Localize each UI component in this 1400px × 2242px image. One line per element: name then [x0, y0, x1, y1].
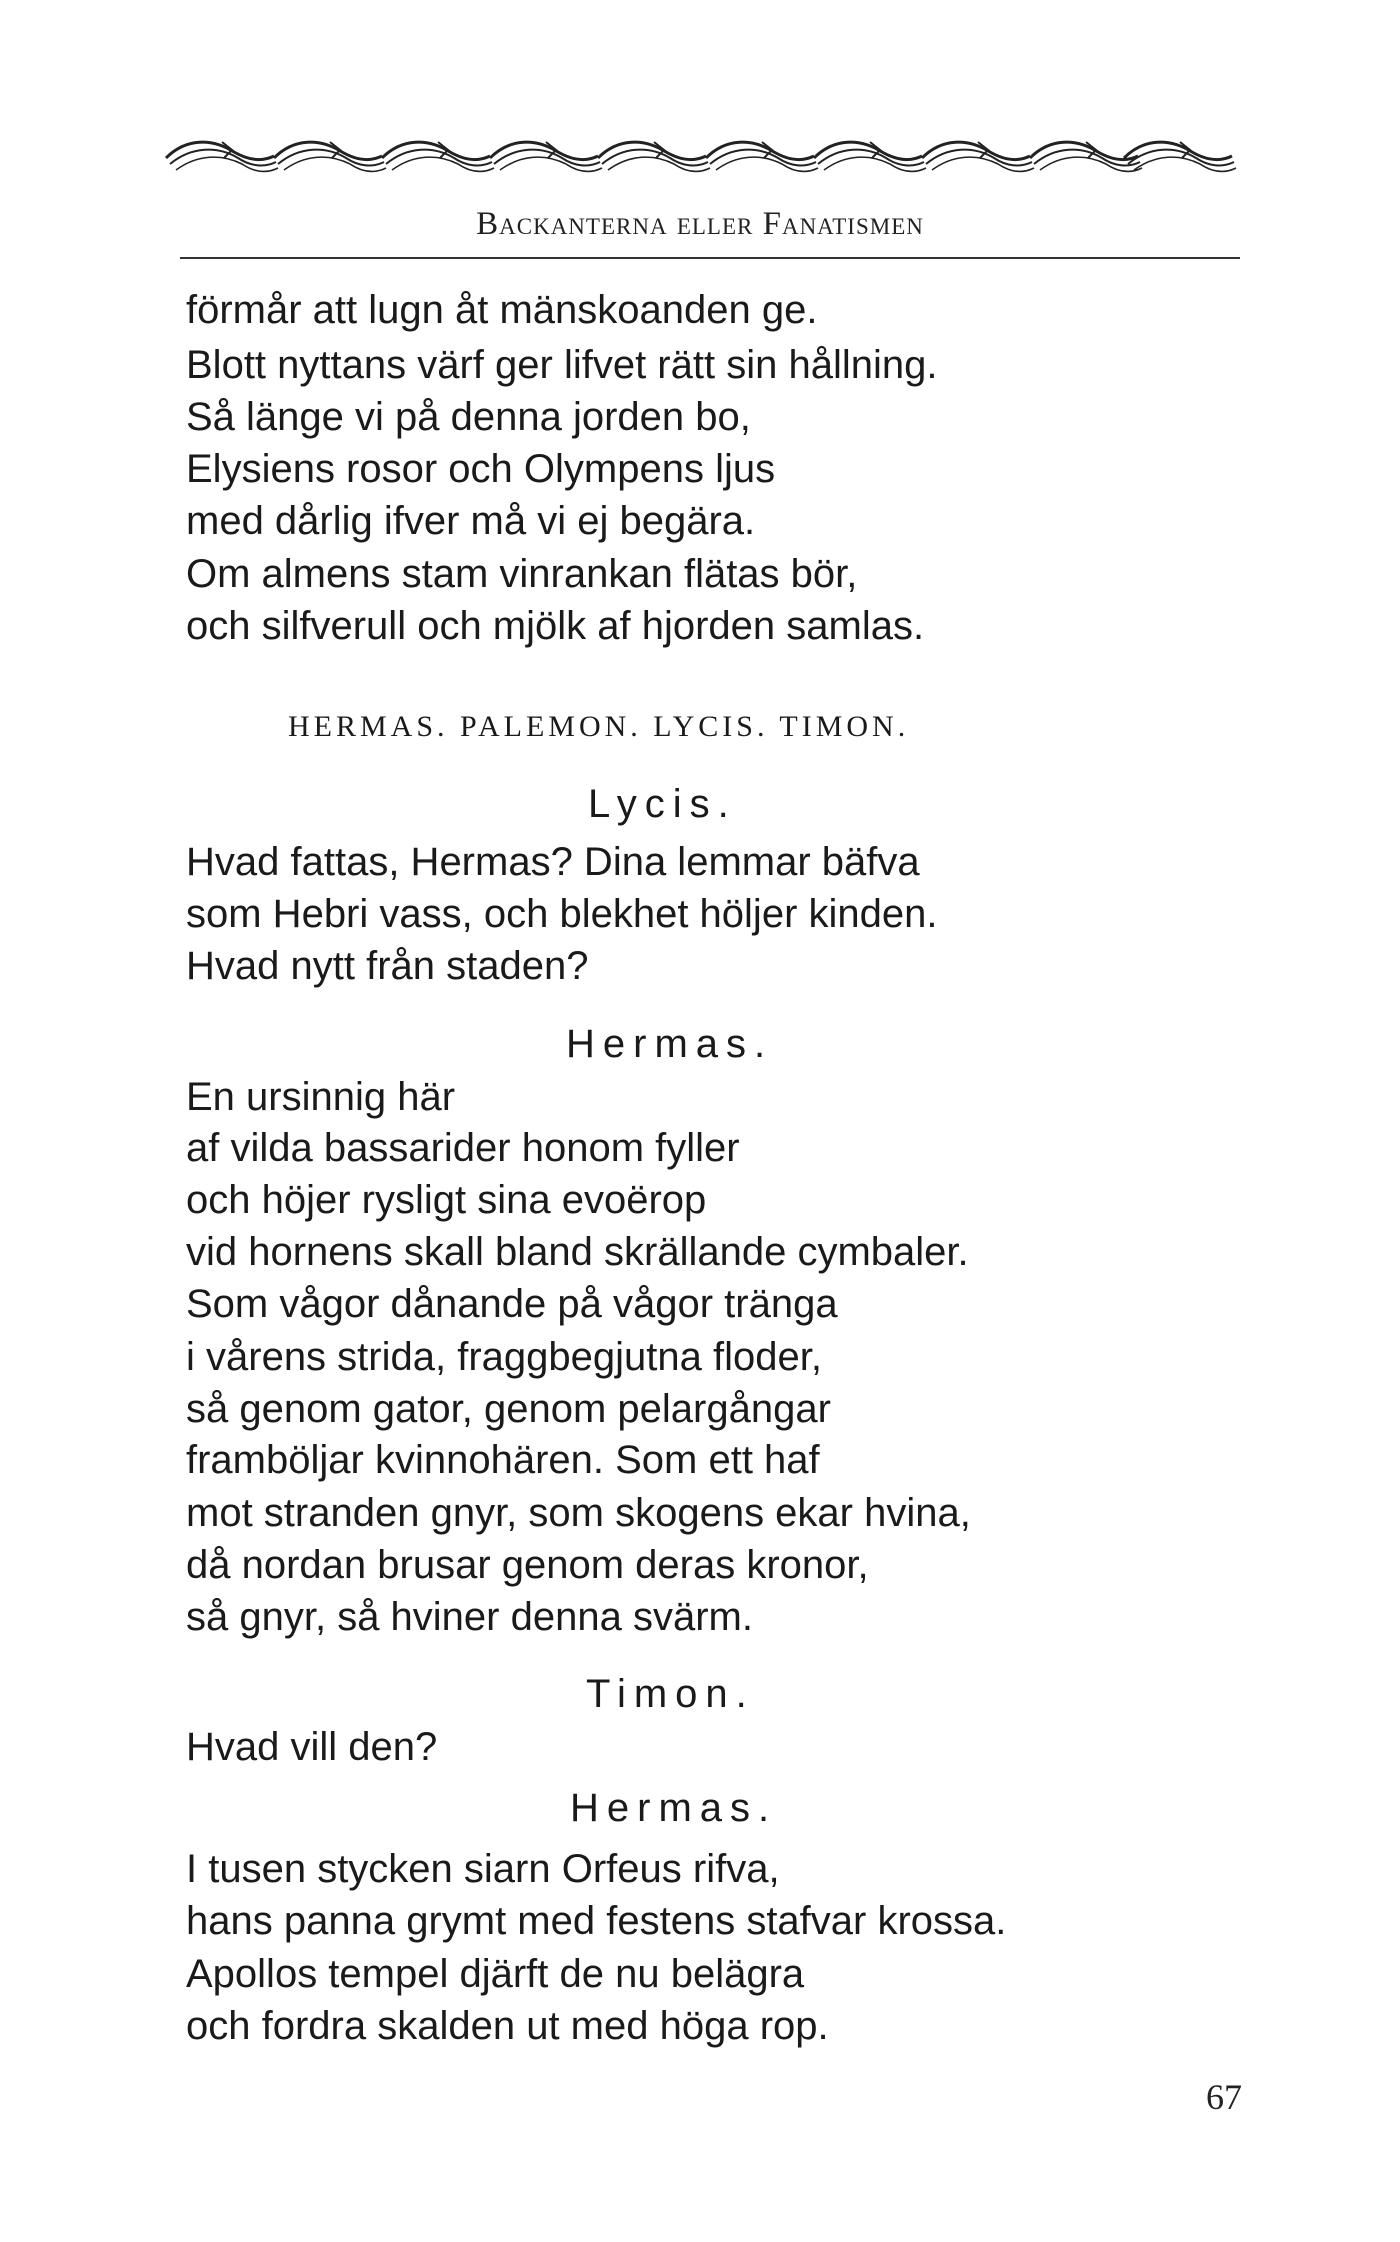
verse-line: Om almens stam vinrankan flätas bör, [186, 552, 858, 596]
page-number: 67 [1206, 2077, 1242, 2117]
verse-line: hans panna grymt med festens stafvar krossa. [186, 1899, 1007, 1943]
verse-line: i vårens strida, fraggbegjutna floder, [186, 1335, 822, 1379]
verse-line: framböljar kvinnohären. Som ett haf [186, 1438, 820, 1482]
verse-line: Hvad nytt från staden? [186, 944, 589, 988]
verse-line: af vilda bassarider honom fyller [186, 1126, 740, 1170]
verse-line: Så länge vi på denna jorden bo, [186, 395, 751, 439]
verse-line: Apollos tempel djärft de nu belägra [186, 1952, 805, 1996]
decorative-header-ornament [162, 132, 1242, 184]
header-rule [180, 257, 1240, 259]
verse-line: och fordra skalden ut med höga rop. [186, 2004, 829, 2048]
speaker-name: Lycis. [588, 782, 737, 826]
verse-line: Hvad vill den? [186, 1725, 438, 1769]
cast-list: HERMAS. PALEMON. LYCIS. TIMON. [288, 710, 910, 743]
verse-line: och silfverull och mjölk af hjorden samlas. [186, 604, 925, 648]
verse-line: Hvad fattas, Hermas? Dina lemmar bäfva [186, 840, 920, 884]
verse-line: I tusen stycken siarn Orfeus rifva, [186, 1847, 780, 1891]
verse-line: förmår att lugn åt mänskoanden ge. [186, 288, 818, 332]
verse-line: så genom gator, genom pelargångar [186, 1387, 831, 1431]
speaker-name: Hermas. [566, 1022, 774, 1066]
verse-line: och höjer rysligt sina evoërop [186, 1178, 707, 1222]
verse-line: så gnyr, så hviner denna svärm. [186, 1595, 753, 1639]
verse-line: Som vågor dånande på vågor tränga [186, 1282, 838, 1326]
verse-line: Blott nyttans värf ger lifvet rätt sin hållning. [186, 343, 938, 387]
verse-line: vid hornens skall bland skrällande cymbaler. [186, 1230, 969, 1274]
verse-line: då nordan brusar genom deras kronor, [186, 1543, 869, 1587]
verse-line: med dårlig ifver må vi ej begära. [186, 499, 756, 543]
verse-line: En ursinnig här [186, 1075, 456, 1119]
speaker-name: Timon. [586, 1672, 755, 1716]
verse-line: Elysiens rosor och Olympens ljus [186, 447, 776, 491]
running-title: Backanterna eller Fanatismen [476, 206, 924, 242]
verse-line: som Hebri vass, och blekhet höljer kinden. [186, 892, 938, 936]
verse-line: mot stranden gnyr, som skogens ekar hvina, [186, 1491, 971, 1535]
speaker-name: Hermas. [570, 1786, 778, 1830]
